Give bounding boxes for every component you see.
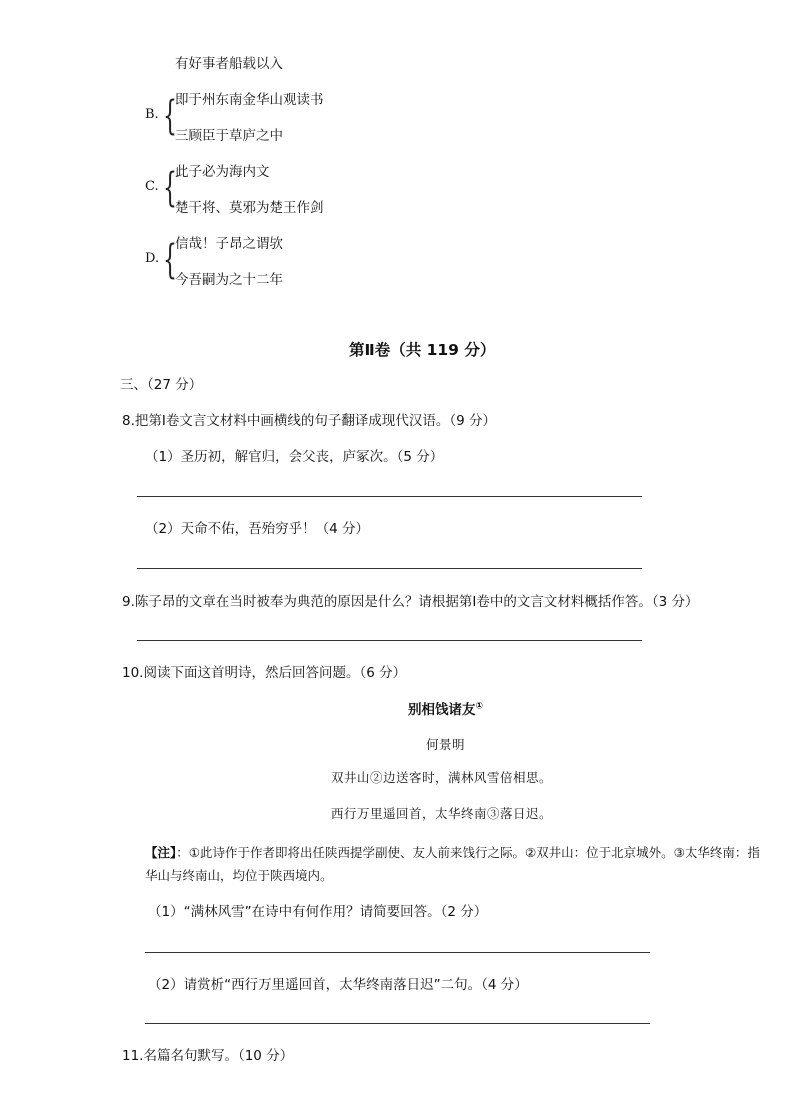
poem-author: 何景明 [426, 737, 466, 752]
q10-sub2-answer-line[interactable] [145, 1023, 650, 1024]
q8-sub1: （1）圣历初，解官归，会父丧，庐冢次。（5 分） [145, 449, 444, 465]
option-c-letter: C. [145, 179, 159, 194]
option-d-letter: D. [145, 251, 160, 266]
poem-note-line-2: 华山与终南山，均位于陕西境内。 [145, 868, 333, 883]
option-c-brace: { [163, 165, 177, 211]
q11-stem: 11.名篇名句默写。（10 分） [122, 1048, 294, 1064]
option-d-brace: { [163, 237, 177, 283]
poem-title-note-mark: ① [475, 701, 484, 712]
option-c-line1: 此子必为海内文 [175, 164, 270, 180]
poem-line-1: 双井山②边送客时，满林风雪倍相思。 [331, 770, 553, 785]
q8-sub2-answer-line[interactable] [137, 568, 642, 569]
q9-answer-line[interactable] [137, 640, 642, 641]
q8-sub1-answer-line[interactable] [137, 496, 642, 497]
option-b-brace: { [163, 93, 177, 139]
option-b-letter: B. [145, 107, 159, 122]
note-label: 【注】 [145, 845, 177, 860]
q8-stem: 8.把第Ⅰ卷文言文材料中画横线的句子翻译成现代汉语。（9 分） [122, 413, 496, 429]
option-d-line2: 今吾嗣为之十二年 [175, 272, 283, 288]
option-a-tail: 有好事者船载以入 [175, 56, 283, 72]
option-b-line2: 三顾臣于草庐之中 [175, 128, 283, 144]
note-text-1: ：①此诗作于作者即将出任陕西提学副使、友人前来饯行之际。②双井山：位于北京城外。③太华终南：指 [176, 845, 760, 860]
q8-sub2: （2）天命不佑，吾殆穷乎！（4 分） [145, 521, 369, 537]
q10-sub1: （1）“满林风雪”在诗中有何作用？请简要回答。（2 分） [148, 904, 488, 920]
q10-sub2: （2）请赏析“西行万里遥回首，太华终南落日迟”二句。（4 分） [148, 977, 528, 993]
option-d-line1: 信哉！子昂之谓欤 [175, 236, 283, 252]
poem-line-2: 西行万里遥回首，太华终南③落日迟。 [331, 806, 553, 821]
part3-heading: 三、（27 分） [120, 377, 203, 393]
option-c-line2: 楚干将、莫邪为楚王作剑 [175, 200, 324, 216]
poem-note-line-1 [145, 843, 760, 861]
section-title: 第Ⅱ卷（共 119 分） [349, 341, 496, 359]
poem-title: 别相饯诸友① [408, 701, 484, 718]
option-b-line1: 即于州东南金华山观读书 [175, 92, 324, 108]
q10-sub1-answer-line[interactable] [145, 952, 650, 953]
q9-stem: 9.陈子昂的文章在当时被奉为典范的原因是什么？请根据第Ⅰ卷中的文言文材料概括作答。（3 分） [122, 594, 699, 610]
q10-stem: 10.阅读下面这首明诗，然后回答问题。（6 分） [122, 665, 407, 681]
